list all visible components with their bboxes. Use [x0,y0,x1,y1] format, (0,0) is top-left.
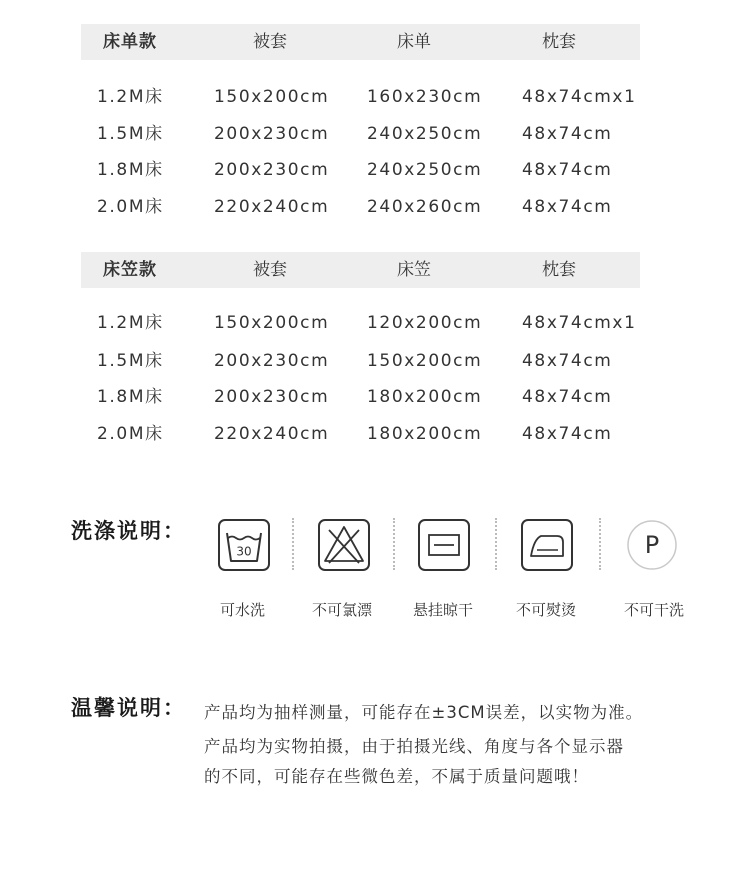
duvet-size: 150x200cm [214,313,330,333]
no-bleach-icon [318,519,370,571]
care-item-wash [218,519,288,571]
table-header [81,24,640,60]
table-row [81,346,721,376]
notice-line: 产品均为抽样测量，可能存在±3CM误差，以实物为准。 [204,703,644,722]
table-row [81,382,721,412]
header-duvet: 被套 [253,32,287,52]
pillowcase-size: 48x74cm [522,351,613,371]
header-style: 床单款 [103,32,157,52]
bed-size: 2.0M床 [97,424,164,444]
bed-size: 1.8M床 [97,387,164,407]
bed-size: 2.0M床 [97,197,164,217]
divider [495,518,497,570]
duvet-size: 200x230cm [214,351,330,371]
header-style: 床笠款 [103,260,157,280]
notice-line: 的不同，可能存在些微色差，不属于质量问题哦！ [204,767,589,786]
notice-label: 温馨说明： [71,696,186,720]
table-row [81,419,721,449]
dryclean-letter: P [644,531,660,559]
duvet-size: 200x230cm [214,124,330,144]
header-fitted-sheet: 床笠 [397,260,431,280]
washing-label: 洗涤说明： [71,519,186,543]
pillowcase-size: 48x74cmx1 [522,87,637,107]
divider [393,518,395,570]
header-sheet: 床单 [397,32,431,52]
wash-temperature: 30 [236,544,252,559]
duvet-size: 200x230cm [214,160,330,180]
fitted-sheet-size: 180x200cm [367,387,483,407]
caption-no-bleach: 不可氯漂 [312,601,373,619]
caption-line-dry: 悬挂晾干 [413,601,474,619]
no-iron-icon [521,519,573,571]
pillowcase-size: 48x74cm [522,197,613,217]
pillowcase-size: 48x74cm [522,160,613,180]
caption-no-iron: 不可熨烫 [516,601,577,619]
header-pillowcase: 枕套 [542,32,576,52]
sheet-size: 240x250cm [367,124,483,144]
duvet-size: 220x240cm [214,424,330,444]
header-pillowcase: 枕套 [542,260,576,280]
no-dryclean-icon [626,519,678,571]
fitted-sheet-size: 120x200cm [367,313,483,333]
table-row [81,192,721,222]
sheet-size: 240x260cm [367,197,483,217]
fitted-sheet-size: 180x200cm [367,424,483,444]
fitted-sheet-table [81,252,640,444]
caption-no-dryclean: 不可干洗 [624,601,685,619]
table-header [81,252,640,288]
pillowcase-size: 48x74cm [522,124,613,144]
table-row [81,82,721,112]
caption-washable: 可水洗 [220,601,266,619]
care-item-line-dry [418,519,488,571]
bed-size: 1.5M床 [97,351,164,371]
divider [599,518,601,570]
bed-size: 1.5M床 [97,124,164,144]
wash-30-icon [218,519,270,571]
care-item-no-dryclean [626,519,696,571]
header-duvet: 被套 [253,260,287,280]
duvet-size: 200x230cm [214,387,330,407]
care-item-no-iron [521,519,591,571]
table-row [81,119,721,149]
notice-line: 产品均为实物拍摄，由于拍摄光线、角度与各个显示器 [204,737,624,756]
fitted-sheet-size: 150x200cm [367,351,483,371]
line-dry-icon [418,519,470,571]
table-row [81,155,721,185]
duvet-size: 220x240cm [214,197,330,217]
table-row [81,308,721,338]
duvet-size: 150x200cm [214,87,330,107]
sheet-size: 160x230cm [367,87,483,107]
sheet-size: 240x250cm [367,160,483,180]
bed-size: 1.2M床 [97,87,164,107]
pillowcase-size: 48x74cm [522,424,613,444]
pillowcase-size: 48x74cm [522,387,613,407]
bed-size: 1.2M床 [97,313,164,333]
bed-size: 1.8M床 [97,160,164,180]
flat-sheet-table [81,24,640,217]
divider [292,518,294,570]
pillowcase-size: 48x74cmx1 [522,313,637,333]
care-item-no-bleach [318,519,388,571]
